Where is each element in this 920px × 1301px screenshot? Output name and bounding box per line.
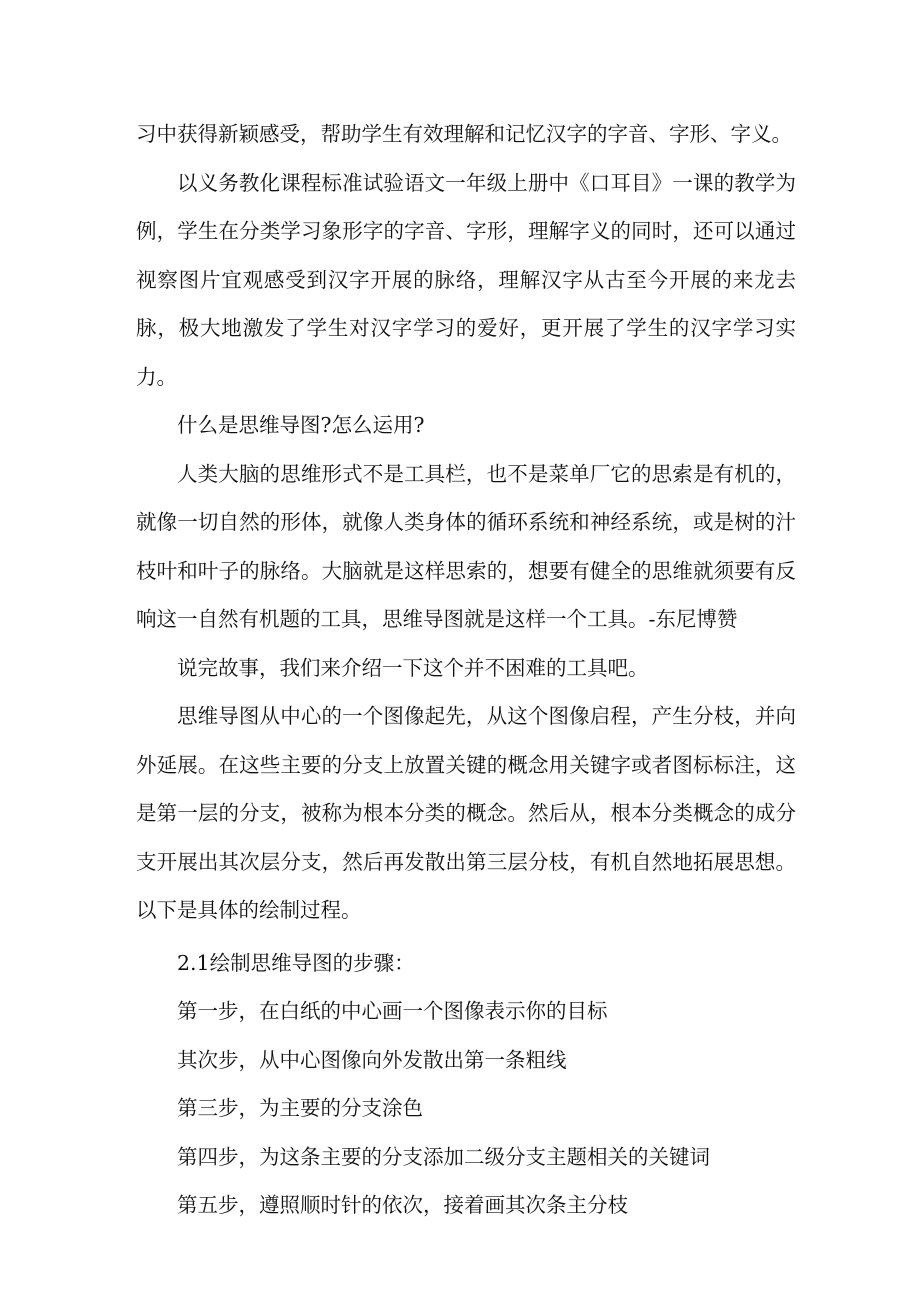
paragraph-question: 什么是思维导图?怎么运用? (177, 413, 425, 437)
step-item: 第四步，为这条主要的分支添加二级分支主题相关的关键词 (177, 1144, 710, 1169)
step-item: 第三步，为主要的分支涂色 (177, 1096, 423, 1120)
paragraph-example: 以义务教化课程标准试验语文一年级上册中《口耳目》一课的教学为例，学生在分类学习象形字的字音、字形，理解字义的同时，还可以通过视察图片宜观感受到汉字开展的脉络，理解汉字从古至今开展的来龙去脉，极大地激发了学生对汉字学习的爱好，更开展了学生的汉字学习实力。 (136, 170, 796, 389)
paragraph-quote: 人类大脑的思维形式不是工具栏，也不是菜单厂它的思索是有机的，就像一切自然的形体，就像人类身体的循环系统和神经系统，或是树的汁枝叶和叶子的脉络。大脑就是这样思索的，想要有健全的思维就须要有反响这一自然有机题的工具，思维导图就是这样一个工具。-东尼博赞 (136, 461, 796, 631)
paragraph-explanation: 思维导图从中心的一个图像起先，从这个图像启程，产生分枝，并向外延展。在这些主要的分支上放置关键的概念用关键字或者图标标注，这是第一层的分支，被称为根本分类的概念。然后从，根本分类概念的成分支开展出其次层分支，然后再发散出第三层分枝，有机自然地拓展思想。以下是具体的绘制过程。 (136, 704, 796, 922)
paragraph-continuation: 习中获得新颖感受，帮助学生有效理解和记忆汉字的字音、字形、字义。 (136, 122, 792, 146)
steps-heading: 2.1绘制思维导图的步骤： (177, 950, 415, 975)
paragraph-intro: 说完故事，我们来介绍一下这个并不困难的工具吧。 (177, 655, 649, 680)
step-item: 其次步，从中心图像向外发散出第一条粗线 (177, 1047, 567, 1072)
document-body (136, 110, 796, 1230)
step-item: 第一步，在白纸的中心画一个图像表示你的目标 (177, 999, 608, 1023)
step-item: 第五步，遵照顺时针的依次，接着画其次条主分枝 (177, 1193, 628, 1217)
